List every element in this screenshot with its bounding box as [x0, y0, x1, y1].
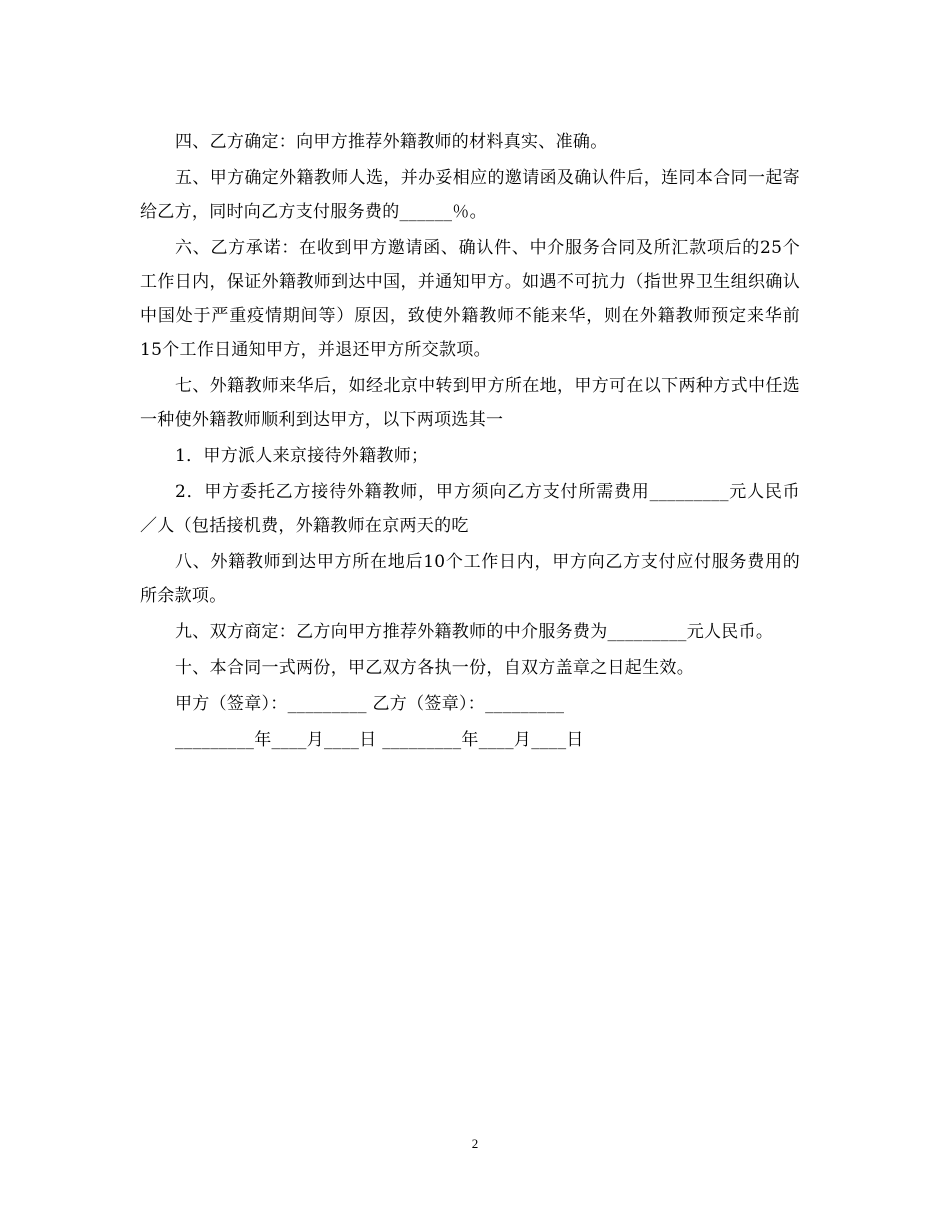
clause-9: 九、双方商定：乙方向甲方推荐外籍教师的中介服务费为_________元人民币。: [175, 622, 774, 642]
clause-8: 八、外籍教师到达甲方所在地后10个工作日内，甲方向乙方支付应付服务费用的所余款项。: [140, 552, 800, 606]
clause-7-option-2: 2．甲方委托乙方接待外籍教师，甲方须向乙方支付所需费用_________元人民币／人（包括接机费，外籍教师在京两天的吃: [140, 482, 800, 536]
date-line: _________年____月____日 _________年____月____日: [175, 730, 584, 750]
clause-10: 十、本合同一式两份，甲乙双方各执一份，自双方盖章之日起生效。: [175, 658, 694, 678]
clause-7-option-1: 1．甲方派人来京接待外籍教师；: [175, 446, 429, 466]
clause-5: 五、甲方确定外籍教师人选，并办妥相应的邀请函及确认件后，连同本合同一起寄给乙方，同时向乙方支付服务费的______％。: [140, 168, 800, 222]
clause-4: 四、乙方确定：向甲方推荐外籍教师的材料真实、准确。: [175, 132, 608, 152]
clause-7: 七、外籍教师来华后，如经北京中转到甲方所在地，甲方可在以下两种方式中任选一种使外籍教师顺利到达甲方，以下两项选其一: [140, 376, 800, 430]
signature-line: 甲方（签章）：_________ 乙方（签章）：_________: [175, 694, 565, 714]
page-number: 2: [471, 1136, 479, 1151]
contract-body: [140, 125, 800, 759]
clause-6: 六、乙方承诺：在收到甲方邀请函、确认件、中介服务合同及所汇款项后的25个工作日内，保证外籍教师到达中国，并通知甲方。如遇不可抗力（指世界卫生组织确认中国处于严重疫情期间等）原因，致使外籍教师不能来华，则在外籍教师预定来华前15个工作日通知甲方，并退还甲方所交款项。: [140, 238, 800, 360]
